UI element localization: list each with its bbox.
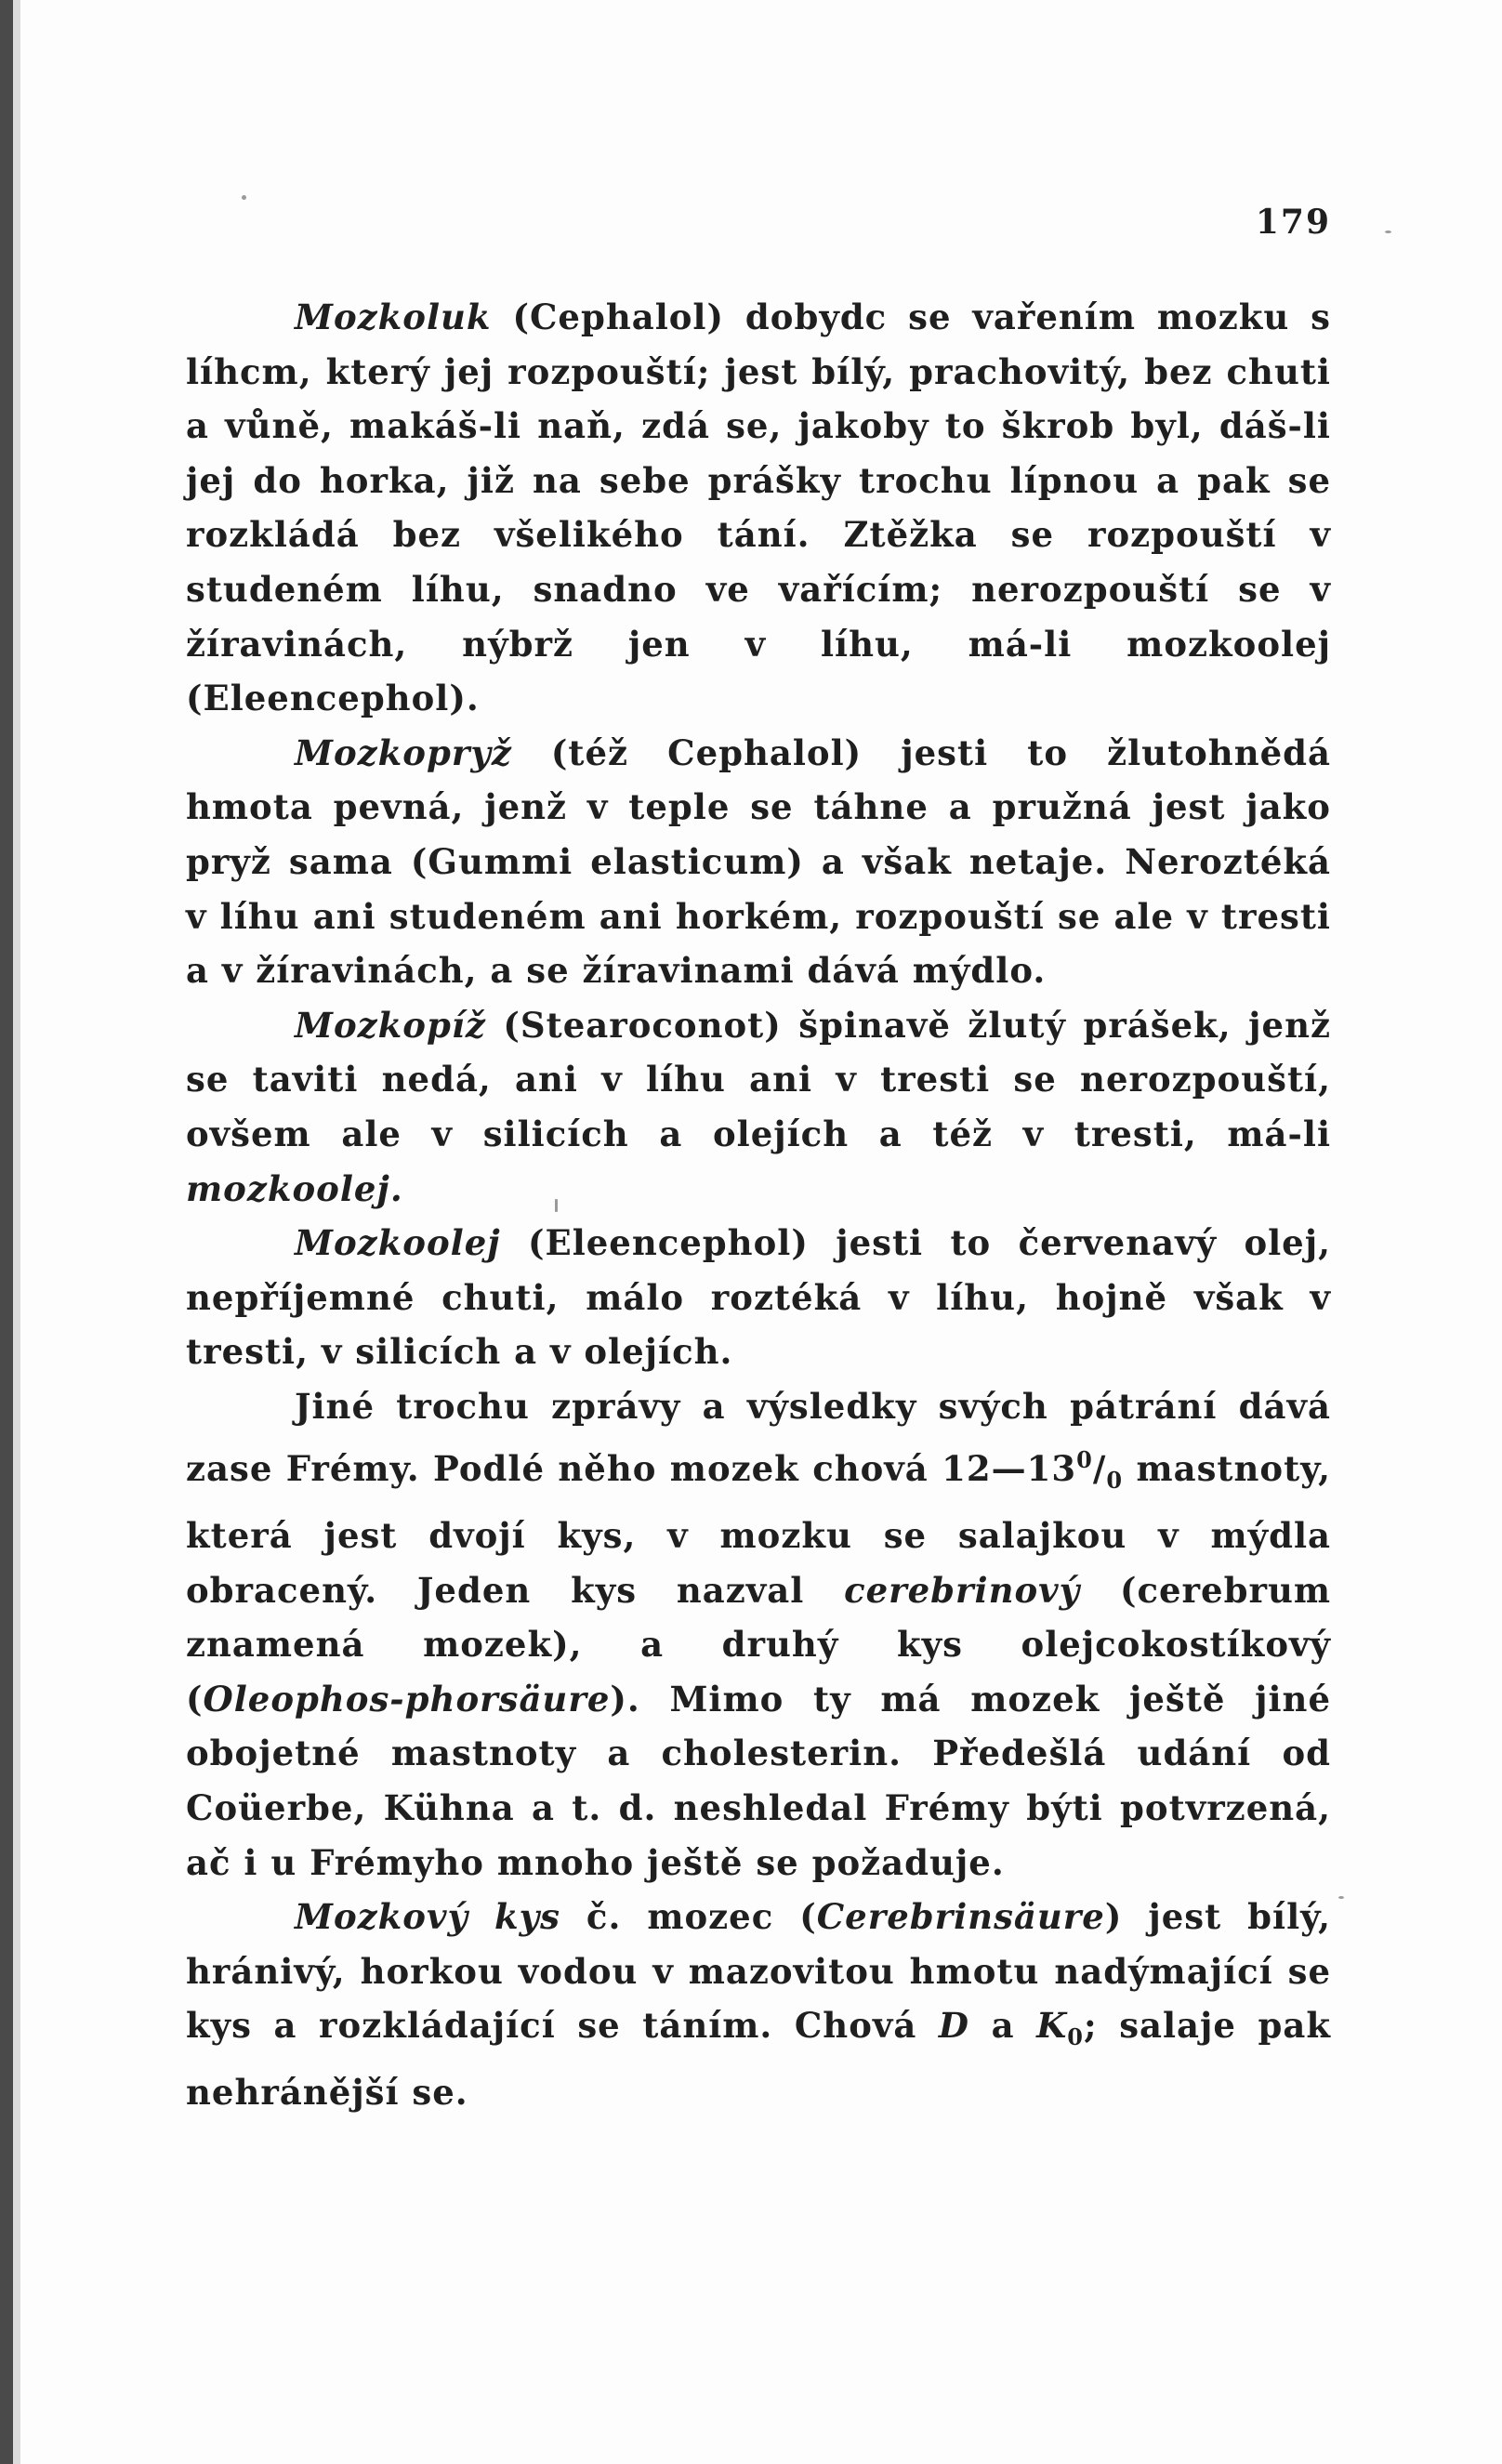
scan-border-light — [13, 0, 20, 2464]
entry-term: Mozkopíž — [295, 1004, 486, 1046]
page-number: 179 — [1255, 203, 1331, 242]
body-text — [186, 290, 1331, 2120]
percent-subscript: 0 — [1106, 1467, 1124, 1495]
entry-text: a — [969, 2005, 1037, 2047]
entry-text: Jiné trochu zprávy a výsledky svých pátrání dává zase Frémy. Podlé něho mozek chová 12—13 — [186, 1385, 1331, 1490]
paragraph-mozkoolej — [186, 1216, 1331, 1379]
paragraph-fremy: Jiné trochu zprávy a výsledky svých pátrání dává zase Frémy. Podlé něho mozek chová $12—13^0/_0$ mastnoty, která jest dvojí kys, v mozku se salajkou v mýdla obracený. Jeden kys nazval cerebrinový (cerebrum znamená mozek), a druhý kys olejcokostíkový (Oleophos-phorsäure). Mimo ty má mozek ještě jiné obojetné mastnoty a cholesterin. Předešlá udání od Coüerbe, Kühna a t. d. neshledal Frémy býti potvrzená, ač i u Frémyho mnoho ještě se požaduje. — [186, 1385, 1331, 1883]
entry-text: mastnoty, která jest dvojí kys, v mozku se salajkou v mýdla obracený. Jeden kys nazval — [186, 1448, 1331, 1611]
paragraph-mozkopiz — [186, 998, 1331, 1216]
german-term: Oleophos- — [203, 1678, 405, 1720]
paper-speck — [1385, 231, 1391, 233]
paragraph-mozkovy-kys — [186, 1890, 1331, 2119]
entry-text: (Cephalol) dobydc se vařením mozku s líhcm, který jej rozpouští; jest bílý, prachovitý, bez chuti a vůně, makáš-li naň, zdá se, jakoby to škrob byl, dáš-li jej do horka, již na sebe prášky trochu lípnou a pak se rozkládá bez všelikého tání. Ztěžka se rozpouští v studeném líhu, snadno ve vařícím; nerozpouští se v žíravinách, nýbrž jen v líhu, má-li mozkoolej (Eleencephol). — [186, 296, 1331, 719]
entry-text: č. mozec ( — [560, 1896, 817, 1938]
entry-text: (cerebrum znamená mozek), a druhý kys olejcokostíkový ( — [186, 1569, 1331, 1720]
entry-text: (Eleencephol) jesti to červenavý olej, nepříjemné chuti, málo roztéká v líhu, hojně však v tresti, v silicích a v olejích. — [186, 1222, 1331, 1373]
book-page — [20, 0, 1502, 2464]
paper-speck — [242, 195, 246, 200]
percent-superscript: 0 — [1076, 1446, 1093, 1474]
entry-text: (Stearoconot) špinavě žlutý prášek, jenž se taviti nedá, ani v líhu ani v tresti se nerozpouští, ovšem ale v silicích a olejích a též v tresti, má-li — [186, 1004, 1331, 1154]
symbol-d: D — [938, 2005, 970, 2047]
german-term: Cerebrinsäure — [816, 1896, 1105, 1938]
german-term: phorsäure — [404, 1678, 611, 1720]
entry-term: Mozkový kys — [295, 1896, 560, 1938]
entry-term-end: mozkoolej. — [186, 1167, 403, 1209]
entry-text: ) jest bílý, hránivý, horkou vodou v mazovitou hmotu nadýmající se kys a rozkládající se táním. Chová — [186, 1896, 1331, 2047]
entry-term-inline: cerebrinový — [844, 1569, 1081, 1611]
paragraph-mozkopryz — [186, 726, 1331, 998]
paragraph-mozkoluk — [186, 290, 1331, 726]
entry-term: Mozkoolej — [295, 1222, 501, 1264]
entry-text: ; salaje pak nehránější se. — [186, 2005, 1331, 2113]
scan-border-dark — [0, 0, 13, 2464]
entry-text: (též Cephalol) jesti to žlutohnědá hmota pevná, jenž v teple se táhne a pružná jest jako pryž sama (Gummi elasticum) a však netaje. Neroztéká v líhu ani studeném ani horkém, rozpouští se ale v tresti a v žíravinách, a se žíravinami dává mýdlo. — [186, 731, 1331, 992]
entry-term: Mozkoluk — [295, 296, 492, 337]
entry-text: ). Mimo ty má mozek ještě jiné obojetné mastnoty a cholesterin. Předešlá udání od Coüerbe, Kühna a t. d. neshledal Frémy býti potvrzená, ač i u Frémyho mnoho ještě se požaduje. — [186, 1678, 1331, 1883]
paper-speck — [1338, 1896, 1344, 1899]
symbol-k: K — [1036, 2005, 1068, 2047]
entry-term: Mozkopryž — [295, 731, 512, 773]
symbol-k-subscript: 0 — [1067, 2023, 1084, 2051]
